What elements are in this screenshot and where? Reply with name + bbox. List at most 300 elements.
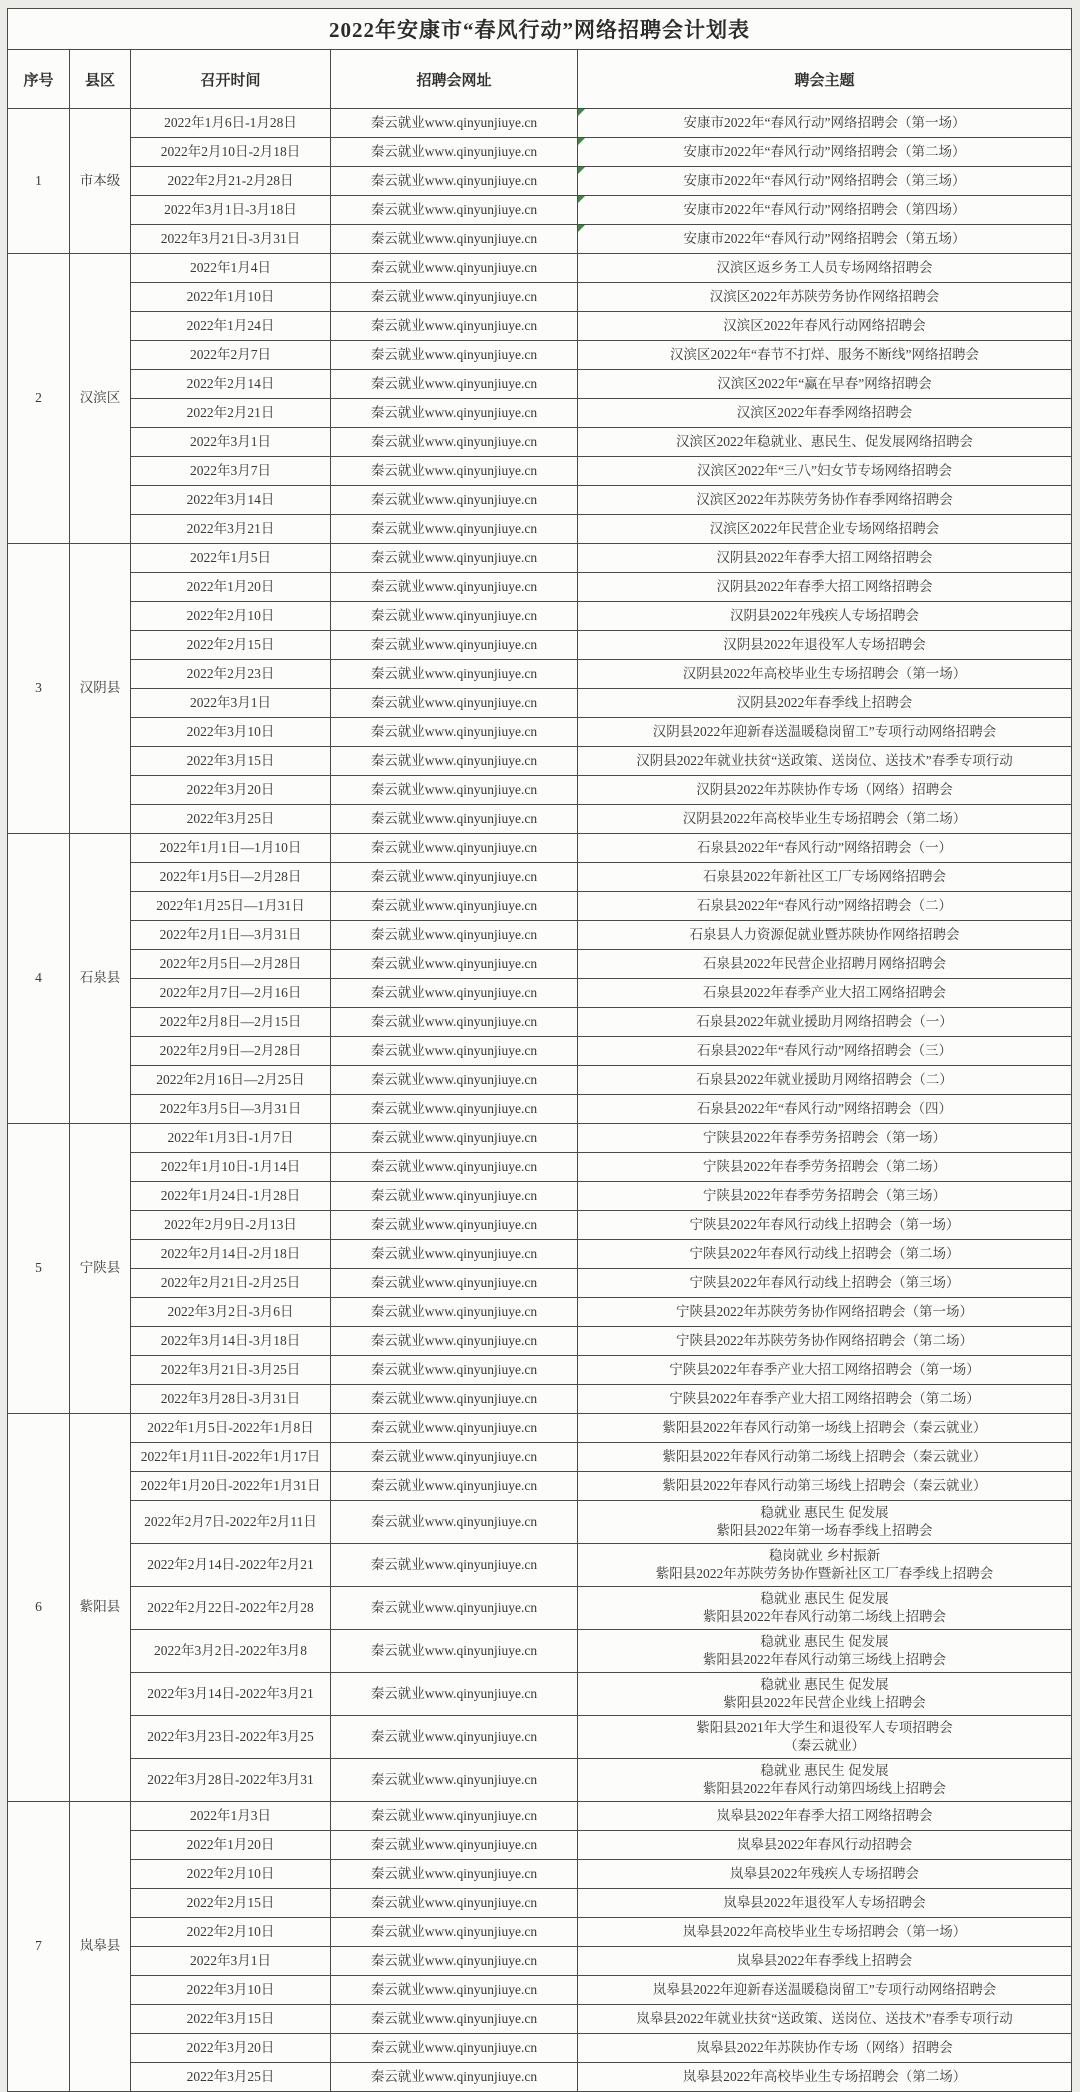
date-cell: 2022年3月7日 — [131, 457, 331, 486]
website-cell: 秦云就业www.qinyunjiuye.cn — [331, 486, 578, 515]
date-cell: 2022年1月10日 — [131, 283, 331, 312]
website-cell: 秦云就业www.qinyunjiuye.cn — [331, 863, 578, 892]
table-row — [8, 167, 1072, 196]
website-cell: 秦云就业www.qinyunjiuye.cn — [331, 254, 578, 283]
theme-cell: 石泉县2022年“春风行动”网络招聘会（三） — [578, 1037, 1072, 1066]
group-index-cell: 3 — [8, 544, 70, 834]
website-cell: 秦云就业www.qinyunjiuye.cn — [331, 1385, 578, 1414]
theme-cell: 宁陕县2022年苏陕劳务协作网络招聘会（第一场） — [578, 1298, 1072, 1327]
theme-cell: 汉阴县2022年就业扶贫“送政策、送岗位、送技术”春季专项行动 — [578, 747, 1072, 776]
website-cell: 秦云就业www.qinyunjiuye.cn — [331, 341, 578, 370]
website-cell: 秦云就业www.qinyunjiuye.cn — [331, 1211, 578, 1240]
theme-cell: 石泉县人力资源促就业暨苏陕协作网络招聘会 — [578, 921, 1072, 950]
table-row — [8, 1327, 1072, 1356]
table-row — [8, 950, 1072, 979]
date-cell: 2022年1月20日 — [131, 1831, 331, 1860]
theme-cell — [578, 1630, 1072, 1673]
theme-cell — [578, 1501, 1072, 1544]
excel-flag-icon — [578, 109, 585, 116]
website-cell: 秦云就业www.qinyunjiuye.cn — [331, 1269, 578, 1298]
theme-cell: 石泉县2022年新社区工厂专场网络招聘会 — [578, 863, 1072, 892]
theme-cell: 石泉县2022年“春风行动”网络招聘会（一） — [578, 834, 1072, 863]
date-cell: 2022年2月14日-2022年2月21 — [131, 1544, 331, 1587]
theme-cell — [578, 1544, 1072, 1587]
website-cell: 秦云就业www.qinyunjiuye.cn — [331, 1860, 578, 1889]
website-cell: 秦云就业www.qinyunjiuye.cn — [331, 950, 578, 979]
theme-cell: 汉阴县2022年春季大招工网络招聘会 — [578, 544, 1072, 573]
date-cell: 2022年2月14日 — [131, 370, 331, 399]
website-cell: 秦云就业www.qinyunjiuye.cn — [331, 1095, 578, 1124]
theme-line: 紫阳县2022年第一场春季线上招聘会 — [716, 1523, 933, 1538]
date-cell: 2022年2月1日—3月31日 — [131, 921, 331, 950]
theme-cell: 石泉县2022年“春风行动”网络招聘会（二） — [578, 892, 1072, 921]
theme-line: 紫阳县2022年春风行动第四场线上招聘会 — [703, 1781, 947, 1796]
website-cell: 秦云就业www.qinyunjiuye.cn — [331, 1066, 578, 1095]
website-cell: 秦云就业www.qinyunjiuye.cn — [331, 1976, 578, 2005]
table-row — [8, 1501, 1072, 1544]
website-cell: 秦云就业www.qinyunjiuye.cn — [331, 602, 578, 631]
date-cell: 2022年3月20日 — [131, 776, 331, 805]
date-cell: 2022年1月20日-2022年1月31日 — [131, 1472, 331, 1501]
date-cell: 2022年3月10日 — [131, 1976, 331, 2005]
theme-cell: 汉滨区返乡务工人员专场网络招聘会 — [578, 254, 1072, 283]
theme-cell — [578, 1673, 1072, 1716]
date-cell: 2022年1月3日-1月7日 — [131, 1124, 331, 1153]
theme-cell: 石泉县2022年就业援助月网络招聘会（二） — [578, 1066, 1072, 1095]
date-cell: 2022年2月14日-2月18日 — [131, 1240, 331, 1269]
table-row — [8, 834, 1072, 863]
theme-line: 紫阳县2021年大学生和退役军人专项招聘会 — [696, 1719, 953, 1735]
date-cell: 2022年2月15日 — [131, 631, 331, 660]
date-cell: 2022年3月14日-3月18日 — [131, 1327, 331, 1356]
date-cell: 2022年2月21日 — [131, 399, 331, 428]
table-row — [8, 863, 1072, 892]
table-row — [8, 1037, 1072, 1066]
date-cell: 2022年3月21日 — [131, 515, 331, 544]
theme-cell: 汉滨区2022年苏陕劳务协作网络招聘会 — [578, 283, 1072, 312]
district-cell: 市本级 — [70, 109, 131, 254]
date-cell: 2022年2月10日 — [131, 602, 331, 631]
date-cell: 2022年3月14日 — [131, 486, 331, 515]
table-row — [8, 2034, 1072, 2063]
website-cell: 秦云就业www.qinyunjiuye.cn — [331, 167, 578, 196]
table-row — [8, 399, 1072, 428]
theme-cell: 宁陕县2022年春风行动线上招聘会（第二场） — [578, 1240, 1072, 1269]
theme-cell — [578, 1759, 1072, 1802]
theme-cell: 汉阴县2022年高校毕业生专场招聘会（第二场） — [578, 805, 1072, 834]
website-cell: 秦云就业www.qinyunjiuye.cn — [331, 312, 578, 341]
website-cell: 秦云就业www.qinyunjiuye.cn — [331, 805, 578, 834]
column-header-no: 序号 — [8, 50, 70, 109]
theme-cell: 岚皋县2022年残疾人专场招聘会 — [578, 1860, 1072, 1889]
table-row — [8, 631, 1072, 660]
table-row — [8, 457, 1072, 486]
theme-cell: 汉阴县2022年高校毕业生专场招聘会（第一场） — [578, 660, 1072, 689]
date-cell: 2022年2月21-2月28日 — [131, 167, 331, 196]
website-cell: 秦云就业www.qinyunjiuye.cn — [331, 660, 578, 689]
table-row — [8, 1153, 1072, 1182]
website-cell: 秦云就业www.qinyunjiuye.cn — [331, 892, 578, 921]
website-cell: 秦云就业www.qinyunjiuye.cn — [331, 1544, 578, 1587]
excel-flag-icon — [578, 196, 585, 203]
date-cell: 2022年3月25日 — [131, 2063, 331, 2092]
theme-cell: 紫阳县2022年春风行动第一场线上招聘会（秦云就业） — [578, 1414, 1072, 1443]
date-cell: 2022年1月10日-1月14日 — [131, 1153, 331, 1182]
theme-cell: 汉阴县2022年残疾人专场招聘会 — [578, 602, 1072, 631]
theme-cell: 岚皋县2022年春季线上招聘会 — [578, 1947, 1072, 1976]
table-row — [8, 109, 1072, 138]
date-cell: 2022年2月10日-2月18日 — [131, 138, 331, 167]
website-cell: 秦云就业www.qinyunjiuye.cn — [331, 457, 578, 486]
table-row — [8, 254, 1072, 283]
table-row — [8, 370, 1072, 399]
website-cell: 秦云就业www.qinyunjiuye.cn — [331, 1298, 578, 1327]
table-row — [8, 1472, 1072, 1501]
theme-cell — [578, 1587, 1072, 1630]
date-cell: 2022年2月16日—2月25日 — [131, 1066, 331, 1095]
excel-flag-icon — [578, 225, 585, 232]
date-cell: 2022年1月25日—1月31日 — [131, 892, 331, 921]
theme-cell: 安康市2022年“春风行动”网络招聘会（第一场） — [578, 109, 1072, 138]
website-cell: 秦云就业www.qinyunjiuye.cn — [331, 1918, 578, 1947]
theme-line: 稳就业 惠民生 促发展 — [760, 1762, 889, 1778]
excel-flag-icon — [578, 167, 585, 174]
date-cell: 2022年2月7日—2月16日 — [131, 979, 331, 1008]
date-cell: 2022年3月21日-3月25日 — [131, 1356, 331, 1385]
theme-line: 稳就业 惠民生 促发展 — [760, 1590, 889, 1606]
theme-cell: 汉阴县2022年退役军人专场招聘会 — [578, 631, 1072, 660]
table-row — [8, 1673, 1072, 1716]
date-cell: 2022年1月6日-1月28日 — [131, 109, 331, 138]
date-cell: 2022年3月28日-3月31日 — [131, 1385, 331, 1414]
theme-cell: 汉滨区2022年苏陕劳务协作春季网络招聘会 — [578, 486, 1072, 515]
group-index-cell: 5 — [8, 1124, 70, 1414]
table-header-row — [8, 50, 1072, 109]
theme-cell: 汉阴县2022年春季线上招聘会 — [578, 689, 1072, 718]
table-row — [8, 196, 1072, 225]
date-cell: 2022年2月23日 — [131, 660, 331, 689]
website-cell: 秦云就业www.qinyunjiuye.cn — [331, 776, 578, 805]
group-index-cell: 7 — [8, 1802, 70, 2092]
date-cell: 2022年3月2日-3月6日 — [131, 1298, 331, 1327]
theme-cell: 宁陕县2022年春季劳务招聘会（第三场） — [578, 1182, 1072, 1211]
table-row — [8, 544, 1072, 573]
theme-line: （秦云就业） — [784, 1738, 866, 1753]
theme-cell: 安康市2022年“春风行动”网络招聘会（第五场） — [578, 225, 1072, 254]
theme-line: 稳岗就业 乡村振新 — [768, 1547, 881, 1563]
website-cell: 秦云就业www.qinyunjiuye.cn — [331, 1472, 578, 1501]
website-cell: 秦云就业www.qinyunjiuye.cn — [331, 1008, 578, 1037]
theme-cell: 汉阴县2022年春季大招工网络招聘会 — [578, 573, 1072, 602]
table-row — [8, 602, 1072, 631]
website-cell: 秦云就业www.qinyunjiuye.cn — [331, 718, 578, 747]
date-cell: 2022年2月5日—2月28日 — [131, 950, 331, 979]
theme-cell: 石泉县2022年春季产业大招工网络招聘会 — [578, 979, 1072, 1008]
district-cell: 岚皋县 — [70, 1802, 131, 2092]
website-cell: 秦云就业www.qinyunjiuye.cn — [331, 544, 578, 573]
table-row — [8, 486, 1072, 515]
theme-cell: 岚皋县2022年苏陕协作专场（网络）招聘会 — [578, 2034, 1072, 2063]
website-cell: 秦云就业www.qinyunjiuye.cn — [331, 399, 578, 428]
website-cell: 秦云就业www.qinyunjiuye.cn — [331, 196, 578, 225]
column-header-district: 县区 — [70, 50, 131, 109]
date-cell: 2022年3月15日 — [131, 2005, 331, 2034]
date-cell: 2022年1月5日—2月28日 — [131, 863, 331, 892]
website-cell: 秦云就业www.qinyunjiuye.cn — [331, 1630, 578, 1673]
date-cell: 2022年2月21日-2月25日 — [131, 1269, 331, 1298]
website-cell: 秦云就业www.qinyunjiuye.cn — [331, 1716, 578, 1759]
theme-line: 稳就业 惠民生 促发展 — [760, 1504, 889, 1520]
date-cell: 2022年3月23日-2022年3月25 — [131, 1716, 331, 1759]
theme-cell: 宁陕县2022年春风行动线上招聘会（第一场） — [578, 1211, 1072, 1240]
theme-cell: 汉滨区2022年春季网络招聘会 — [578, 399, 1072, 428]
table-row — [8, 1831, 1072, 1860]
theme-cell: 紫阳县2022年春风行动第三场线上招聘会（秦云就业） — [578, 1472, 1072, 1501]
date-cell: 2022年3月10日 — [131, 718, 331, 747]
date-cell: 2022年1月1日—1月10日 — [131, 834, 331, 863]
theme-line: 紫阳县2022年春风行动第二场线上招聘会 — [703, 1609, 947, 1624]
date-cell: 2022年2月7日-2022年2月11日 — [131, 1501, 331, 1544]
theme-line: 稳就业 惠民生 促发展 — [760, 1676, 889, 1692]
website-cell: 秦云就业www.qinyunjiuye.cn — [331, 979, 578, 1008]
theme-cell: 岚皋县2022年春风行动招聘会 — [578, 1831, 1072, 1860]
table-row — [8, 515, 1072, 544]
table-row — [8, 428, 1072, 457]
website-cell: 秦云就业www.qinyunjiuye.cn — [331, 689, 578, 718]
website-cell: 秦云就业www.qinyunjiuye.cn — [331, 573, 578, 602]
website-cell: 秦云就业www.qinyunjiuye.cn — [331, 1182, 578, 1211]
theme-cell: 岚皋县2022年迎新春送温暖稳岗留工”专项行动网络招聘会 — [578, 1976, 1072, 2005]
district-cell: 石泉县 — [70, 834, 131, 1124]
date-cell: 2022年3月2日-2022年3月8 — [131, 1630, 331, 1673]
table-row — [8, 283, 1072, 312]
website-cell: 秦云就业www.qinyunjiuye.cn — [331, 1153, 578, 1182]
theme-line: 稳就业 惠民生 促发展 — [760, 1633, 889, 1649]
theme-cell: 石泉县2022年民营企业招聘月网络招聘会 — [578, 950, 1072, 979]
theme-cell: 安康市2022年“春风行动”网络招聘会（第四场） — [578, 196, 1072, 225]
group-index-cell: 2 — [8, 254, 70, 544]
table-row — [8, 225, 1072, 254]
theme-cell: 紫阳县2022年春风行动第二场线上招聘会（秦云就业） — [578, 1443, 1072, 1472]
date-cell: 2022年2月10日 — [131, 1860, 331, 1889]
table-row — [8, 1918, 1072, 1947]
website-cell: 秦云就业www.qinyunjiuye.cn — [331, 370, 578, 399]
theme-cell: 汉滨区2022年“三八”妇女节专场网络招聘会 — [578, 457, 1072, 486]
theme-cell: 宁陕县2022年春季劳务招聘会（第二场） — [578, 1153, 1072, 1182]
group-index-cell: 6 — [8, 1414, 70, 1802]
table-row — [8, 1356, 1072, 1385]
table-row — [8, 2063, 1072, 2092]
table-row — [8, 1759, 1072, 1802]
date-cell: 2022年2月22日-2022年2月28 — [131, 1587, 331, 1630]
website-cell: 秦云就业www.qinyunjiuye.cn — [331, 1759, 578, 1802]
theme-cell: 汉阴县2022年苏陕协作专场（网络）招聘会 — [578, 776, 1072, 805]
table-row — [8, 312, 1072, 341]
table-row — [8, 1860, 1072, 1889]
table-row — [8, 341, 1072, 370]
theme-cell: 汉滨区2022年稳就业、惠民生、促发展网络招聘会 — [578, 428, 1072, 457]
column-header-date: 召开时间 — [131, 50, 331, 109]
theme-cell: 汉滨区2022年“春节不打烊、服务不断线”网络招聘会 — [578, 341, 1072, 370]
website-cell: 秦云就业www.qinyunjiuye.cn — [331, 2034, 578, 2063]
district-cell: 宁陕县 — [70, 1124, 131, 1414]
website-cell: 秦云就业www.qinyunjiuye.cn — [331, 1802, 578, 1831]
date-cell: 2022年3月25日 — [131, 805, 331, 834]
theme-cell: 汉滨区2022年民营企业专场网络招聘会 — [578, 515, 1072, 544]
theme-cell — [578, 1716, 1072, 1759]
date-cell: 2022年3月15日 — [131, 747, 331, 776]
table-row — [8, 1716, 1072, 1759]
theme-cell: 石泉县2022年就业援助月网络招聘会（一） — [578, 1008, 1072, 1037]
website-cell: 秦云就业www.qinyunjiuye.cn — [331, 1673, 578, 1716]
theme-cell: 宁陕县2022年春季产业大招工网络招聘会（第一场） — [578, 1356, 1072, 1385]
theme-cell: 岚皋县2022年高校毕业生专场招聘会（第一场） — [578, 1918, 1072, 1947]
table-row — [8, 2005, 1072, 2034]
spreadsheet-area — [7, 8, 1071, 2092]
table-row — [8, 1298, 1072, 1327]
theme-cell: 岚皋县2022年就业扶贫“送政策、送岗位、送技术”春季专项行动 — [578, 2005, 1072, 2034]
table-row — [8, 1976, 1072, 2005]
date-cell: 2022年1月5日-2022年1月8日 — [131, 1414, 331, 1443]
table-row — [8, 1240, 1072, 1269]
table-row — [8, 1182, 1072, 1211]
table-row — [8, 979, 1072, 1008]
table-row — [8, 138, 1072, 167]
group-index-cell: 1 — [8, 109, 70, 254]
date-cell: 2022年1月24日-1月28日 — [131, 1182, 331, 1211]
website-cell: 秦云就业www.qinyunjiuye.cn — [331, 515, 578, 544]
table-row — [8, 1802, 1072, 1831]
table-row — [8, 1066, 1072, 1095]
excel-flag-icon — [578, 138, 585, 145]
date-cell: 2022年2月7日 — [131, 341, 331, 370]
theme-cell: 宁陕县2022年春季劳务招聘会（第一场） — [578, 1124, 1072, 1153]
district-cell: 汉阴县 — [70, 544, 131, 834]
website-cell: 秦云就业www.qinyunjiuye.cn — [331, 1501, 578, 1544]
theme-line: 紫阳县2022年民营企业线上招聘会 — [723, 1695, 926, 1710]
date-cell: 2022年2月15日 — [131, 1889, 331, 1918]
date-cell: 2022年1月24日 — [131, 312, 331, 341]
table-row — [8, 1544, 1072, 1587]
theme-cell: 汉滨区2022年“赢在早春”网络招聘会 — [578, 370, 1072, 399]
website-cell: 秦云就业www.qinyunjiuye.cn — [331, 747, 578, 776]
website-cell: 秦云就业www.qinyunjiuye.cn — [331, 428, 578, 457]
date-cell: 2022年3月21日-3月31日 — [131, 225, 331, 254]
group-index-cell: 4 — [8, 834, 70, 1124]
website-cell: 秦云就业www.qinyunjiuye.cn — [331, 283, 578, 312]
table-row — [8, 1008, 1072, 1037]
table-row — [8, 805, 1072, 834]
table-row — [8, 1947, 1072, 1976]
date-cell: 2022年2月10日 — [131, 1918, 331, 1947]
column-header-website: 招聘会网址 — [331, 50, 578, 109]
date-cell: 2022年1月4日 — [131, 254, 331, 283]
website-cell: 秦云就业www.qinyunjiuye.cn — [331, 2063, 578, 2092]
website-cell: 秦云就业www.qinyunjiuye.cn — [331, 1831, 578, 1860]
website-cell: 秦云就业www.qinyunjiuye.cn — [331, 1889, 578, 1918]
website-cell: 秦云就业www.qinyunjiuye.cn — [331, 921, 578, 950]
theme-cell: 安康市2022年“春风行动”网络招聘会（第三场） — [578, 167, 1072, 196]
table-row — [8, 892, 1072, 921]
date-cell: 2022年2月9日-2月13日 — [131, 1211, 331, 1240]
table-row — [8, 1889, 1072, 1918]
website-cell: 秦云就业www.qinyunjiuye.cn — [331, 834, 578, 863]
theme-cell: 宁陕县2022年苏陕劳务协作网络招聘会（第二场） — [578, 1327, 1072, 1356]
website-cell: 秦云就业www.qinyunjiuye.cn — [331, 138, 578, 167]
website-cell: 秦云就业www.qinyunjiuye.cn — [331, 1124, 578, 1153]
website-cell: 秦云就业www.qinyunjiuye.cn — [331, 1947, 578, 1976]
table-row — [8, 1443, 1072, 1472]
column-header-theme: 聘会主题 — [578, 50, 1072, 109]
website-cell: 秦云就业www.qinyunjiuye.cn — [331, 1414, 578, 1443]
theme-cell: 宁陕县2022年春风行动线上招聘会（第三场） — [578, 1269, 1072, 1298]
theme-cell: 安康市2022年“春风行动”网络招聘会（第二场） — [578, 138, 1072, 167]
table-row — [8, 660, 1072, 689]
table-row — [8, 1269, 1072, 1298]
title-row — [8, 9, 1072, 50]
website-cell: 秦云就业www.qinyunjiuye.cn — [331, 1037, 578, 1066]
district-cell: 紫阳县 — [70, 1414, 131, 1802]
table-row — [8, 921, 1072, 950]
theme-cell: 石泉县2022年“春风行动”网络招聘会（四） — [578, 1095, 1072, 1124]
table-row — [8, 573, 1072, 602]
table-row — [8, 1587, 1072, 1630]
date-cell: 2022年1月20日 — [131, 573, 331, 602]
theme-cell: 岚皋县2022年退役军人专场招聘会 — [578, 1889, 1072, 1918]
website-cell: 秦云就业www.qinyunjiuye.cn — [331, 1356, 578, 1385]
date-cell: 2022年3月14日-2022年3月21 — [131, 1673, 331, 1716]
table-row — [8, 689, 1072, 718]
table-row — [8, 1630, 1072, 1673]
job-fair-plan-table — [7, 8, 1072, 2092]
theme-cell: 汉滨区2022年春风行动网络招聘会 — [578, 312, 1072, 341]
date-cell: 2022年1月5日 — [131, 544, 331, 573]
theme-line: 紫阳县2022年春风行动第三场线上招聘会 — [703, 1652, 947, 1667]
date-cell: 2022年3月28日-2022年3月31 — [131, 1759, 331, 1802]
website-cell: 秦云就业www.qinyunjiuye.cn — [331, 1327, 578, 1356]
theme-line: 紫阳县2022年苏陕劳务协作暨新社区工厂春季线上招聘会 — [655, 1566, 994, 1581]
table-row — [8, 1124, 1072, 1153]
table-row — [8, 718, 1072, 747]
date-cell: 2022年3月1日 — [131, 428, 331, 457]
website-cell: 秦云就业www.qinyunjiuye.cn — [331, 1443, 578, 1472]
website-cell: 秦云就业www.qinyunjiuye.cn — [331, 225, 578, 254]
date-cell: 2022年3月20日 — [131, 2034, 331, 2063]
date-cell: 2022年2月8日—2月15日 — [131, 1008, 331, 1037]
date-cell: 2022年1月11日-2022年1月17日 — [131, 1443, 331, 1472]
date-cell: 2022年2月9日—2月28日 — [131, 1037, 331, 1066]
theme-cell: 岚皋县2022年高校毕业生专场招聘会（第二场） — [578, 2063, 1072, 2092]
table-row — [8, 776, 1072, 805]
table-row — [8, 1095, 1072, 1124]
website-cell: 秦云就业www.qinyunjiuye.cn — [331, 1587, 578, 1630]
date-cell: 2022年3月1日 — [131, 1947, 331, 1976]
district-cell: 汉滨区 — [70, 254, 131, 544]
theme-cell: 宁陕县2022年春季产业大招工网络招聘会（第二场） — [578, 1385, 1072, 1414]
table-row — [8, 747, 1072, 776]
website-cell: 秦云就业www.qinyunjiuye.cn — [331, 631, 578, 660]
website-cell: 秦云就业www.qinyunjiuye.cn — [331, 109, 578, 138]
page-title: 2022年安康市“春风行动”网络招聘会计划表 — [8, 9, 1072, 50]
date-cell: 2022年3月1日-3月18日 — [131, 196, 331, 225]
theme-cell: 岚皋县2022年春季大招工网络招聘会 — [578, 1802, 1072, 1831]
table-row — [8, 1211, 1072, 1240]
website-cell: 秦云就业www.qinyunjiuye.cn — [331, 2005, 578, 2034]
date-cell: 2022年3月5日—3月31日 — [131, 1095, 331, 1124]
table-row — [8, 1414, 1072, 1443]
table-row — [8, 1385, 1072, 1414]
website-cell: 秦云就业www.qinyunjiuye.cn — [331, 1240, 578, 1269]
